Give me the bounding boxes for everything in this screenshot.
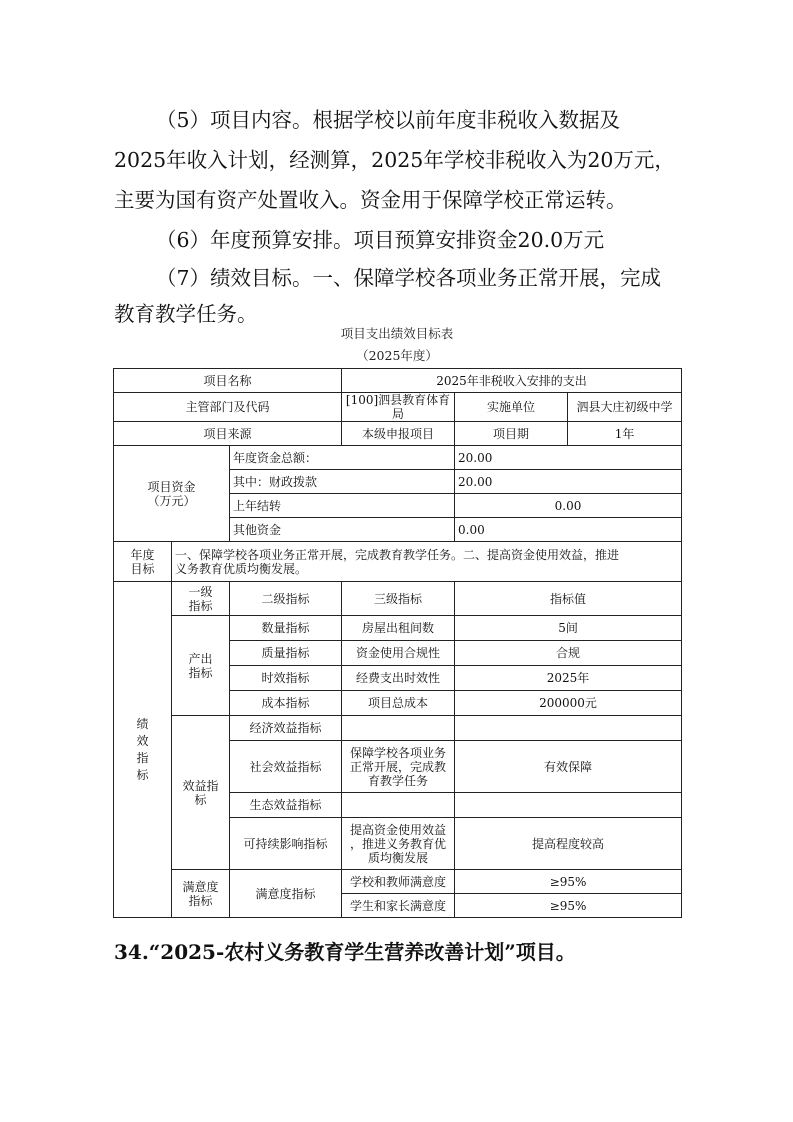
- level3-cell: 经费支出时效性: [342, 666, 455, 691]
- impl-value: 泗县大庄初级中学: [568, 393, 682, 422]
- level3-cell: [342, 716, 455, 741]
- funds-item-value: 0.00: [455, 494, 682, 518]
- level3-cell: 房屋出租间数: [342, 616, 455, 641]
- output-indicator-label: [172, 616, 230, 716]
- period-value: 1年: [568, 422, 682, 446]
- header-level1: [172, 582, 230, 616]
- level3-line: ，推进义务教育优: [350, 836, 447, 851]
- funds-item-label: 年度资金总额：: [230, 446, 455, 470]
- funds-item-value: 0.00: [455, 518, 682, 542]
- paragraph-line: （5）项目内容。根据学校以前年度非税收入数据及: [156, 108, 621, 132]
- value-cell: 5间: [455, 616, 682, 641]
- project-name-label: 项目名称: [114, 369, 342, 393]
- annual-goal-label: [114, 542, 172, 582]
- table-year: （2025年度）: [356, 348, 438, 363]
- level2-cell: 质量指标: [230, 641, 342, 666]
- performance-label-char: 效: [136, 733, 149, 748]
- level3-cell: [342, 741, 455, 793]
- level3-cell: 学生和家长满意度: [342, 894, 455, 918]
- performance-label-char: 标: [136, 767, 149, 782]
- value-cell: 提高程度较高: [455, 818, 682, 870]
- satisfaction-indicator-label: [172, 870, 230, 918]
- level3-cell: 学校和教师满意度: [342, 870, 455, 894]
- section-heading: 34.“2025-农村义务教育学生营养改善计划”项目。: [114, 940, 576, 964]
- benefit-label-line: 标: [194, 792, 207, 807]
- funds-item-value: 20.00: [455, 470, 682, 494]
- project-name-value: 2025年非税收入安排的支出: [342, 369, 682, 393]
- value-cell: [455, 793, 682, 818]
- level3-line: 育教学任务: [368, 773, 429, 788]
- paragraph-line: 主要为国有资产处置收入。资金用于保障学校正常运转。: [114, 188, 627, 212]
- performance-label-char: 绩: [136, 716, 149, 731]
- level3-cell: 项目总成本: [342, 691, 455, 716]
- table-row: [114, 446, 682, 470]
- value-cell: 合规: [455, 641, 682, 666]
- value-cell: 200000元: [455, 691, 682, 716]
- table-row: [114, 582, 682, 616]
- benefit-indicator-label: [172, 716, 230, 870]
- level2-cell: 时效指标: [230, 666, 342, 691]
- table-row: [114, 422, 682, 446]
- table-row: [114, 393, 682, 422]
- dept-value: [100]泗县教育体育局: [342, 393, 455, 422]
- annual-goal-label-line: 年度: [130, 547, 155, 562]
- level2-cell: 社会效益指标: [230, 741, 342, 793]
- funds-item-label: 上年结转: [230, 494, 455, 518]
- level3-cell: [342, 818, 455, 870]
- funds-item-label: 其他资金: [230, 518, 455, 542]
- table-row: [114, 716, 682, 741]
- level3-line: 提高资金使用效益: [350, 822, 447, 837]
- level3-line: 正常开展，完成教: [350, 759, 447, 774]
- satisfaction-label-line: 满意度: [182, 879, 219, 894]
- dept-label: 主管部门及代码: [114, 393, 342, 422]
- level3-cell: [342, 793, 455, 818]
- header-level3: 三级指标: [342, 582, 455, 616]
- table-row: [114, 616, 682, 641]
- value-cell: 有效保障: [455, 741, 682, 793]
- period-label: 项目期: [455, 422, 568, 446]
- source-value: 本级申报项目: [342, 422, 455, 446]
- annual-goal-text: [172, 542, 682, 582]
- paragraph-line: 2025年收入计划，经测算，2025年学校非税收入为20万元，: [114, 148, 675, 172]
- output-label-line: 产出: [188, 651, 213, 666]
- table-row: [114, 542, 682, 582]
- value-cell: ≥95%: [455, 894, 682, 918]
- satisfaction-label-line: 指标: [188, 893, 213, 908]
- benefit-label-line: 效益指: [182, 778, 219, 793]
- performance-label-char: 指: [136, 750, 149, 765]
- level2-cell: 经济效益指标: [230, 716, 342, 741]
- annual-goal-text-line: 义务教育优质均衡发展。: [175, 561, 308, 576]
- impl-label: 实施单位: [455, 393, 568, 422]
- value-cell: ≥95%: [455, 870, 682, 894]
- funds-unit-text: （万元）: [147, 493, 196, 508]
- funds-item-label: 其中：财政拨款: [230, 470, 455, 494]
- paragraph-line: 教育教学任务。: [114, 302, 258, 326]
- source-label: 项目来源: [114, 422, 342, 446]
- paragraph-line: （6）年度预算安排。项目预算安排资金20.0万元: [156, 228, 605, 252]
- level2-cell: 满意度指标: [230, 870, 342, 918]
- header-level2: 二级指标: [230, 582, 342, 616]
- level2-cell: 数量指标: [230, 616, 342, 641]
- funds-item-value: 20.00: [455, 446, 682, 470]
- annual-goal-label-line: 目标: [130, 561, 155, 576]
- table-title: 项目支出绩效目标表: [340, 326, 454, 341]
- performance-indicator-label: [114, 582, 172, 918]
- value-cell: 2025年: [455, 666, 682, 691]
- level3-cell: 资金使用合规性: [342, 641, 455, 666]
- level2-cell: 生态效益指标: [230, 793, 342, 818]
- table-row: [114, 369, 682, 393]
- level3-line: 保障学校各项业务: [350, 745, 447, 760]
- annual-goal-text-line: 一、保障学校各项业务正常开展，完成教育教学任务。二、提高资金使用效益，推进: [175, 547, 620, 562]
- level2-cell: 成本指标: [230, 691, 342, 716]
- funds-label-text: 项目资金: [147, 479, 196, 494]
- header-value: 指标值: [455, 582, 682, 616]
- funds-label: [114, 446, 230, 542]
- paragraph-line: （7）绩效目标。一、保障学校各项业务正常开展，完成: [156, 266, 662, 290]
- value-cell: [455, 716, 682, 741]
- performance-table: [113, 368, 682, 918]
- table-row: [114, 870, 682, 894]
- header-level1-line: 一级: [188, 584, 213, 599]
- output-label-line: 指标: [188, 665, 213, 680]
- level2-cell: 可持续影响指标: [230, 818, 342, 870]
- header-level1-line: 指标: [188, 598, 213, 613]
- level3-line: 质均衡发展: [368, 850, 429, 865]
